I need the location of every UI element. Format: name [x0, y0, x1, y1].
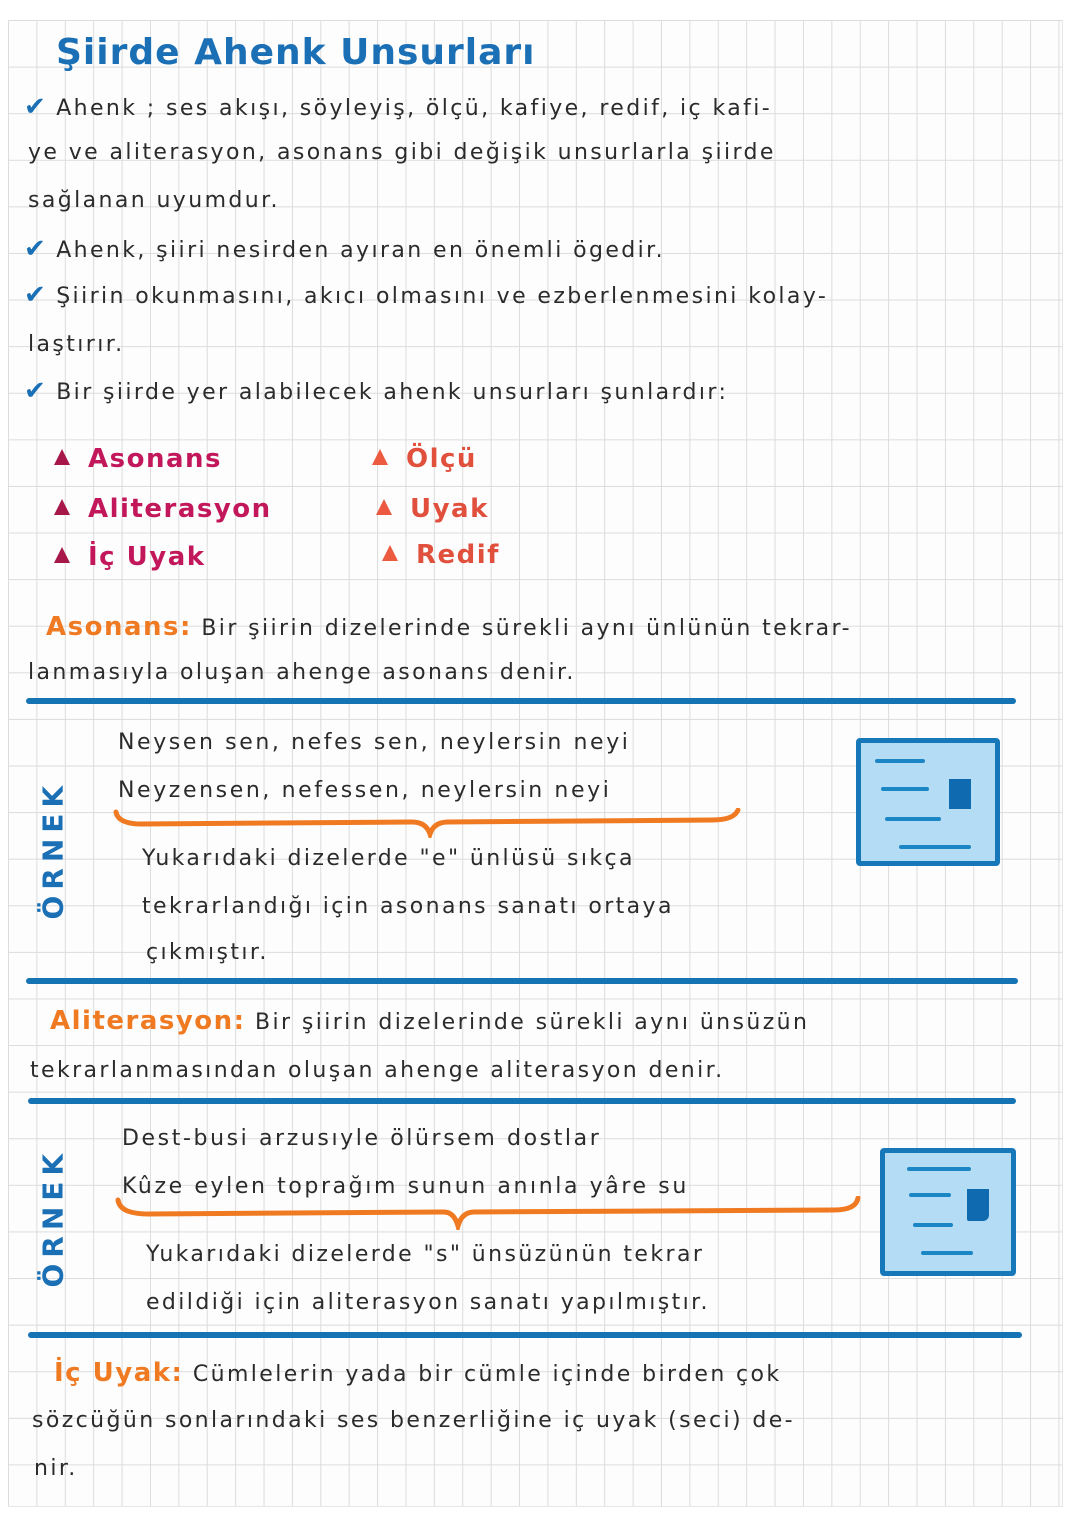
bullet-4 [24, 376, 728, 406]
aliterasyon-definition-line-2: tekrarlanmasından oluşan ahenge aliterasyon denir. [30, 1058, 725, 1083]
bullet-3-line-2: laştırır. [28, 332, 125, 357]
asonans-verse-2: Neyzensen, nefessen, neylersin neyi [118, 778, 612, 803]
example-label: ÖRNEK [36, 779, 70, 920]
aliterasyon-term: Aliterasyon: [50, 1006, 246, 1036]
bullet-1-line-2: ye ve aliterasyon, asonans gibi değişik unsurlarla şiirde [28, 140, 776, 165]
bullet-1-line-1: Ahenk ; ses akışı, söyleyiş, ölçü, kafiye, redif, iç kafi- [56, 96, 773, 121]
bullet-1 [24, 92, 772, 122]
ic-uyak-definition-line-2: sözcüğün sonlarındaki ses benzerliğine iç uyak (seci) de- [32, 1408, 795, 1433]
asonans-definition-line-2: lanmasıyla oluşan ahenge asonans denir. [28, 660, 576, 685]
example-label: ÖRNEK [36, 1147, 70, 1288]
element-uyak: Uyak [376, 494, 489, 524]
check-icon: ✔ [24, 234, 49, 264]
divider [26, 698, 1016, 704]
element-olcu: Ölçü [372, 444, 477, 474]
divider [28, 1098, 1016, 1104]
asonans-term: Asonans: [46, 612, 192, 642]
ic-uyak-definition-line-1: Cümlelerin yada bir cümle içinde birden çok [192, 1362, 782, 1387]
triangle-bullet-icon [54, 499, 70, 515]
asonans-definition [46, 612, 852, 642]
aliterasyon-verse-2: Kûze eylen toprağım sunun anınla yâre su [122, 1174, 689, 1199]
ic-uyak-definition-line-3: nir. [34, 1456, 78, 1481]
triangle-bullet-icon [382, 545, 398, 561]
aliterasyon-explanation-line-1: Yukarıdaki dizelerde "s" ünsüzünün tekrar [146, 1242, 705, 1267]
triangle-bullet-icon [376, 499, 392, 515]
check-icon: ✔ [24, 376, 49, 406]
ic-uyak-definition [54, 1358, 782, 1388]
divider [28, 1332, 1022, 1338]
asonans-explanation-line-2: tekrarlandığı için asonans sanatı ortaya [142, 894, 674, 919]
page-title: Şiirde Ahenk Unsurları [56, 32, 536, 73]
curly-brace-icon [114, 1196, 864, 1230]
triangle-bullet-icon [372, 449, 388, 465]
element-aliterasyon: Aliterasyon [54, 494, 272, 524]
asonans-explanation-line-3: çıkmıştır. [146, 940, 269, 965]
note-card-icon [880, 1148, 1016, 1276]
bullet-2-line-1: Ahenk, şiiri nesirden ayıran en önemli ögedir. [56, 238, 665, 263]
bullet-3-line-1: Şiirin okunmasını, akıcı olmasını ve ezberlenmesini kolay- [56, 284, 829, 309]
element-redif: Redif [382, 540, 500, 570]
triangle-bullet-icon [54, 449, 70, 465]
element-ic-uyak: İç Uyak [54, 542, 206, 572]
asonans-definition-line-1: Bir şiirin dizelerinde sürekli aynı ünlünün tekrar- [201, 616, 852, 641]
aliterasyon-definition-line-1: Bir şiirin dizelerinde sürekli aynı ünsüzün [254, 1010, 810, 1035]
aliterasyon-definition [50, 1006, 809, 1036]
triangle-bullet-icon [54, 547, 70, 563]
curly-brace-icon [112, 808, 742, 838]
check-icon: ✔ [24, 280, 49, 310]
element-asonans: Asonans [54, 444, 222, 474]
bullet-4-line-1: Bir şiirde yer alabilecek ahenk unsurları şunlardır: [56, 380, 729, 405]
asonans-explanation-line-1: Yukarıdaki dizelerde "e" ünlüsü sıkça [142, 846, 635, 871]
divider [26, 978, 1018, 984]
aliterasyon-verse-1: Dest-busi arzusıyle ölürsem dostlar [122, 1126, 602, 1151]
bullet-3 [24, 280, 828, 310]
check-icon: ✔ [24, 92, 49, 122]
aliterasyon-explanation-line-2: edildiği için aliterasyon sanatı yapılmıştır. [146, 1290, 710, 1315]
ic-uyak-term: İç Uyak: [54, 1358, 184, 1388]
asonans-verse-1: Neysen sen, nefes sen, neylersin neyi [118, 730, 631, 755]
bullet-2 [24, 234, 665, 264]
bullet-1-line-3: sağlanan uyumdur. [28, 188, 280, 213]
note-card-icon [856, 738, 1000, 866]
